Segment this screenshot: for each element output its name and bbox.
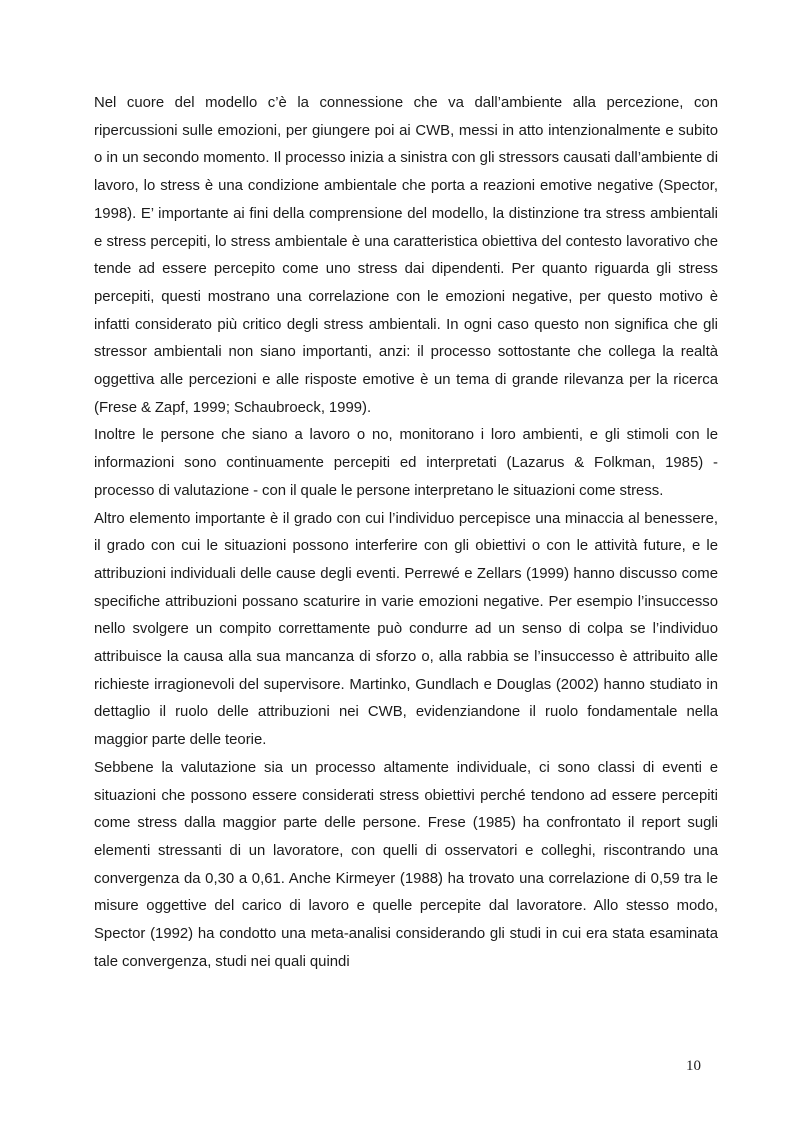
page-number: 10 <box>686 1058 701 1074</box>
paragraph-2: Inoltre le persone che siano a lavoro o no, monitorano i loro ambienti, e gli stimoli con le informazioni sono continuamente percepiti ed interpretati (Lazarus & Folkman, 1985) - processo di valutazione - con il quale le persone interpretano le situazioni come stress. <box>94 427 718 499</box>
paragraph-1: Nel cuore del modello c’è la connessione che va dall’ambiente alla percezione, con ripercussioni sulle emozioni, per giungere poi ai CWB, messi in atto intenzionalmente e subito o in un secondo momento. Il processo inizia a sinistra con gli stressors causati dall’ambiente di lavoro, lo stress è una condizione ambientale che porta a reazioni emotive negative (Spector, 1998). E’ importante ai fini della comprensione del modello, la distinzione tra stress ambientali e stress percepiti, lo stress ambientale è una caratteristica obiettiva del contesto lavorativo che tende ad essere percepito come uno stress dai dipendenti. Per quanto riguarda gli stress percepiti, questi mostrano una correlazione con le emozioni negative, per questo motivo è infatti considerato più critico degli stress ambientali. In ogni caso questo non significa che gli stressor ambientali non siano importanti, anzi: il processo sottostante che collega la realtà oggettiva alle percezioni e alle risposte emotive è un tema di grande rilevanza per la ricerca (Frese & Zapf, 1999; Schaubroeck, 1999). <box>94 95 718 416</box>
body-text <box>94 90 718 977</box>
paragraph-4: Sebbene la valutazione sia un processo altamente individuale, ci sono classi di eventi e situazioni che possono essere considerati stress obiettivi perché tendono ad essere percepiti come stress dalla maggior parte delle persone. Frese (1985) ha confrontato il report sugli elementi stressanti di un lavoratore, con quelli di osservatori e colleghi, riscontrando una convergenza da 0,30 a 0,61. Anche Kirmeyer (1988) ha trovato una correlazione di 0,59 tra le misure oggettive del carico di lavoro e quelle percepite dal lavoratore. Allo stesso modo, Spector (1992) ha condotto una meta-analisi considerando gli studi in cui era stata esaminata tale convergenza, studi nei quali quindi <box>94 759 718 970</box>
paragraph-3: Altro elemento importante è il grado con cui l’individuo percepisce una minaccia al benessere, il grado con cui le situazioni possono interferire con gli obiettivi o con le attività future, e le attribuzioni individuali delle cause degli eventi. Perrewé e Zellars (1999) hanno discusso come specifiche attribuzioni possano scaturire in varie emozioni negative. Per esempio l’insuccesso nello svolgere un compito correttamente può condurre ad un senso di colpa se l’individuo attribuisce la causa alla sua mancanza di sforzo o, alla rabbia se l’insuccesso è attribuito alle richieste irragionevoli del supervisore. Martinko, Gundlach e Douglas (2002) hanno studiato in dettaglio il ruolo delle attribuzioni nei CWB, evidenziandone il ruolo fondamentale nella maggior parte delle teorie. <box>94 510 718 749</box>
